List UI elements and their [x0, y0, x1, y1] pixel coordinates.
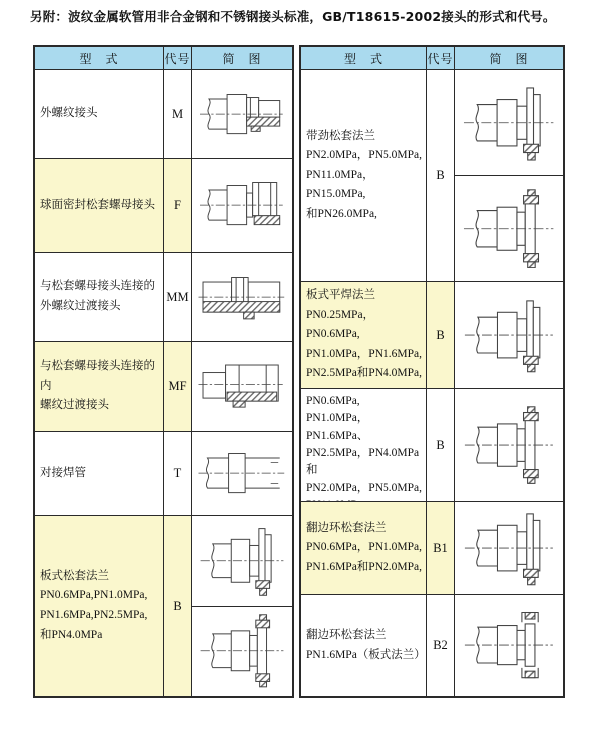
diagram-cell	[455, 70, 563, 282]
type-cell: 翻边环松套法兰 PN1.6MPa（板式法兰）	[301, 595, 427, 696]
female-thread-transition-fitting-diagram-icon	[197, 359, 287, 413]
type-cell: 外螺纹接头	[35, 70, 164, 159]
code-cell: F	[164, 159, 192, 253]
diagram-cell	[192, 253, 292, 342]
flared-ring-loose-flange-diagram-icon	[460, 509, 558, 587]
column-header-diagram: 简 图	[192, 47, 292, 70]
code-cell: B	[164, 516, 192, 696]
right-table	[299, 45, 565, 698]
type-cell: PN0.6MPa, PN1.0MPa，PN1.6MPa、 PN2.5MPa，PN4.0MPa和 PN2.0MPa，PN5.0MPa,	[301, 389, 427, 502]
diagram-cell	[192, 342, 292, 432]
code-cell: T	[164, 432, 192, 516]
butt-weld-pipe-diagram-icon	[197, 446, 287, 500]
column-header-type: 型 式	[301, 47, 427, 70]
code-cell: B	[427, 70, 455, 282]
type-cell: 板式平焊法兰 PN0.25MPa，PN0.6MPa, PN1.0MPa，PN1.6MPa, PN2.5MPa和PN4.0MPa,	[301, 282, 427, 389]
type-cell: 板式松套法兰 PN0.6MPa,PN1.0MPa, PN1.6MPa,PN2.5MPa, 和PN4.0MPa	[35, 516, 164, 696]
diagram-subcell	[192, 606, 292, 697]
plate-loose-flange-top-diagram-icon	[196, 524, 288, 598]
diagram-subcell	[455, 175, 563, 281]
type-cell: 带劲松套法兰 PN2.0MPa，PN5.0MPa, PN11.0MPa，PN15.0MPa, 和PN26.0MPa,	[301, 70, 427, 282]
code-cell: B2	[427, 595, 455, 696]
type-cell: 与松套螺母接头连接的 外螺纹过渡接头	[35, 253, 164, 342]
spherical-seal-loose-nut-fitting-diagram-icon	[197, 178, 287, 232]
column-header-code: 代号	[427, 47, 455, 70]
type-cell: 球面密封松套螺母接头	[35, 159, 164, 253]
column-header-code: 代号	[164, 47, 192, 70]
plate-welding-flange-welded-diagram-icon	[460, 406, 558, 484]
code-cell: M	[164, 70, 192, 159]
diagram-cell	[192, 516, 292, 696]
type-cell: 对接焊管	[35, 432, 164, 516]
male-thread-transition-fitting-diagram-icon	[197, 270, 287, 324]
code-cell: B	[427, 389, 455, 502]
diagram-subcell	[455, 70, 563, 175]
page-title: 另附：波纹金属软管用非合金钢和不锈钢接头标准，GB/T18615-2002接头的形式和代号。	[30, 9, 556, 24]
code-cell: MF	[164, 342, 192, 432]
type-cell: 与松套螺母接头连接的内 螺纹过渡接头	[35, 342, 164, 432]
code-cell: B	[427, 282, 455, 389]
diagram-cell	[455, 389, 563, 502]
diagram-cell	[455, 502, 563, 595]
code-cell: MM	[164, 253, 192, 342]
left-table	[33, 45, 294, 698]
plate-welding-flange-diagram-icon	[460, 296, 558, 374]
column-header-diagram: 简 图	[455, 47, 563, 70]
diagram-cell	[192, 159, 292, 253]
flared-ring-loose-flange-plate-diagram-icon	[460, 606, 558, 684]
diagram-cell	[192, 70, 292, 159]
column-header-type: 型 式	[35, 47, 164, 70]
neck-loose-flange-top-diagram-icon	[459, 83, 558, 162]
male-thread-fitting-diagram-icon	[197, 87, 287, 141]
type-cell: 翻边环松套法兰 PN0.6MPa，PN1.0MPa, PN1.6MPa和PN2.0MPa,	[301, 502, 427, 595]
diagram-cell	[455, 595, 563, 696]
plate-loose-flange-bottom-diagram-icon	[196, 614, 288, 688]
neck-loose-flange-bottom-diagram-icon	[459, 189, 558, 268]
diagram-cell	[192, 432, 292, 516]
diagram-cell	[455, 282, 563, 389]
code-cell: B1	[427, 502, 455, 595]
diagram-subcell	[192, 516, 292, 606]
